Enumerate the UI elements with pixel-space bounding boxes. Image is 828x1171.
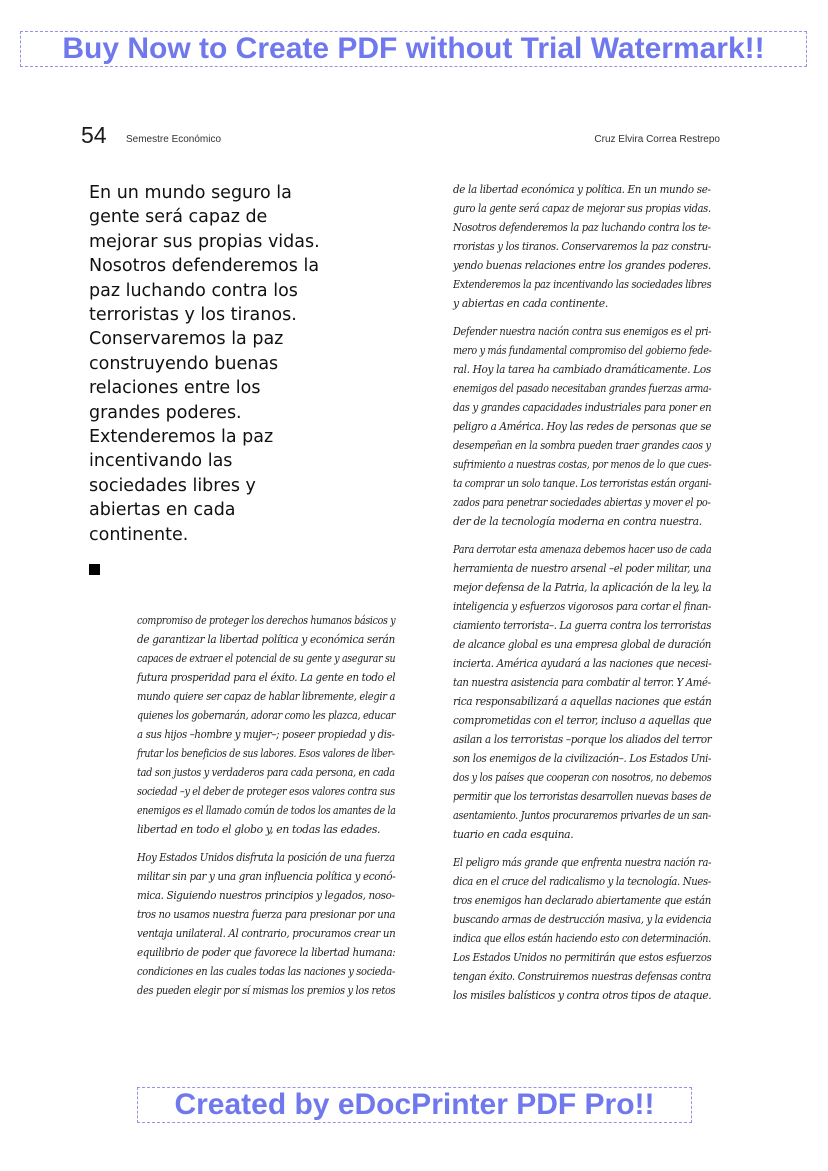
text-line: quienes los gobernarán, adorar como les plazca, educar bbox=[137, 709, 396, 722]
text-line: son los enemigos de la civilización–. Los Estados Uni- bbox=[453, 752, 712, 765]
body-paragraph bbox=[453, 180, 711, 313]
text-line: y abiertas en cada continente. bbox=[453, 297, 608, 310]
text-line: buscando armas de destrucción masiva, y la evidencia bbox=[453, 913, 712, 926]
text-line: de garantizar la libertad política y económica serán bbox=[137, 633, 395, 646]
text-line: ventaja unilateral. Al contrario, procuramos crear un bbox=[137, 927, 396, 940]
text-line: Hoy Estados Unidos disfruta la posición de una fuerza bbox=[137, 851, 395, 864]
text-line: tros no usamos nuestra fuerza para presionar por una bbox=[137, 908, 396, 921]
body-paragraph bbox=[137, 848, 395, 1000]
text-line: tros enemigos han declarado abiertamente que están bbox=[453, 894, 711, 907]
text-line: Extenderemos la paz incentivando las sociedades libres bbox=[453, 278, 712, 291]
pull-quote-line: gente será capaz de bbox=[89, 207, 268, 228]
pull-quote-line: Nosotros defenderemos la bbox=[89, 256, 320, 277]
text-line: das y grandes capacidades industriales para poner en bbox=[453, 401, 712, 414]
text-line: condiciones en las cuales todas las naciones y socieda- bbox=[137, 965, 395, 978]
text-line: tad son justos y verdaderos para cada persona, en cada bbox=[137, 766, 395, 779]
body-paragraph bbox=[453, 322, 711, 531]
text-line: mundo quiere ser capaz de hablar libremente, elegir a bbox=[137, 690, 396, 703]
text-line: asilan a los terroristas –porque los aliados del terror bbox=[453, 733, 712, 746]
pull-quote-line: relaciones entre los bbox=[89, 378, 261, 399]
pull-quote bbox=[89, 181, 379, 547]
text-line: Nosotros defenderemos la paz luchando contra los te- bbox=[453, 221, 711, 234]
text-line: des pueden elegir por sí mismas los premios y los retos bbox=[137, 984, 396, 997]
text-line: El peligro más grande que enfrenta nuestra nación ra- bbox=[453, 856, 712, 869]
text-line: Defender nuestra nación contra sus enemigos es el pri- bbox=[453, 325, 712, 338]
body-paragraph bbox=[453, 853, 711, 1005]
text-line: guro la gente será capaz de mejorar sus propias vidas. bbox=[453, 202, 711, 215]
pull-quote-line: En un mundo seguro la bbox=[89, 183, 292, 203]
pull-quote-line: Extenderemos la paz bbox=[89, 427, 274, 448]
text-line: tan nuestra asistencia para combatir al terror. Y Amé- bbox=[453, 676, 711, 689]
text-line: a sus hijos –hombre y mujer–; poseer propiedad y dis- bbox=[137, 728, 395, 741]
text-line: dos y los países que cooperan con nosotros, no debemos bbox=[453, 771, 712, 784]
pull-quote-line: incentivando las bbox=[89, 451, 233, 472]
text-line: Los Estados Unidos no permitirán que estos esfuerzos bbox=[453, 951, 712, 964]
right-body-column bbox=[453, 180, 711, 1014]
text-line: tuario en cada esquina. bbox=[453, 828, 574, 841]
text-line: futura prosperidad para el éxito. La gente en todo el bbox=[137, 671, 396, 684]
text-line: ciamiento terrorista–. La guerra contra los terroristas bbox=[453, 619, 712, 632]
text-line: incierta. América ayudará a las naciones que necesi- bbox=[453, 657, 712, 670]
text-line: ral. Hoy la tarea ha cambiado dramáticamente. Los bbox=[453, 363, 711, 376]
text-line: peligro a América. Hoy las redes de personas que se bbox=[453, 420, 712, 433]
text-line: desempeñan en la sombra pueden traer grandes caos y bbox=[453, 439, 711, 452]
pull-quote-line: sociedades libres y bbox=[89, 475, 256, 496]
text-line: indica que ellos están haciendo esto con determinación. bbox=[453, 932, 711, 945]
text-line: de la libertad económica y política. En un mundo se- bbox=[453, 183, 711, 196]
text-line: rica responsabilizará a aquellas naciones que están bbox=[453, 695, 712, 708]
pull-quote-line: construyendo buenas bbox=[89, 353, 279, 374]
trial-watermark-bottom: Created by eDocPrinter PDF Pro!! bbox=[137, 1087, 692, 1123]
text-line: mica. Siguiendo nuestros principios y legados, noso- bbox=[137, 889, 395, 902]
pull-quote-line: grandes poderes. bbox=[89, 402, 242, 423]
text-line: Para derrotar esta amenaza debemos hacer uso de cada bbox=[453, 543, 712, 556]
text-line: inteligencia y esfuerzos vigorosos para cortar el finan- bbox=[453, 600, 712, 613]
pull-quote-line: Conservaremos la paz bbox=[89, 329, 284, 350]
text-line: sociedad –y el deber de proteger esos valores contra sus bbox=[137, 785, 395, 798]
text-line: compromiso de proteger los derechos humanos básicos y bbox=[137, 614, 396, 627]
section-end-marker bbox=[89, 564, 100, 575]
text-line: frutar los beneficios de sus labores. Esos valores de liber- bbox=[137, 747, 395, 760]
pull-quote-line: paz luchando contra los bbox=[89, 280, 298, 301]
pull-quote-line: continente. bbox=[89, 524, 189, 545]
text-line: libertad en todo el globo y, en todas las edades. bbox=[137, 823, 381, 836]
body-paragraph bbox=[137, 611, 395, 839]
page-number: 54 bbox=[81, 122, 107, 148]
pull-quote-line: abiertas en cada bbox=[89, 500, 236, 521]
text-line: ta comprar un solo tanque. Los terroristas están organi- bbox=[453, 477, 712, 490]
text-line: zados para penetrar sociedades abiertas y mover el po- bbox=[453, 496, 711, 509]
text-line: militar sin par y una gran influencia política y econó- bbox=[137, 870, 396, 883]
text-line: rroristas y los tiranos. Conservaremos la paz constru- bbox=[453, 240, 712, 253]
running-header-author: Cruz Elvira Correa Restrepo bbox=[594, 134, 720, 145]
pull-quote-line: mejorar sus propias vidas. bbox=[89, 231, 320, 252]
text-line: mero y más fundamental compromiso del gobierno fede- bbox=[453, 344, 712, 357]
running-header-journal: Semestre Económico bbox=[126, 134, 222, 145]
text-line: equilibrio de poder que favorece la libertad humana: bbox=[137, 946, 396, 959]
body-paragraph bbox=[453, 540, 711, 844]
text-line: asentamiento. Juntos procuraremos privarles de un san- bbox=[453, 809, 712, 822]
text-line: herramienta de nuestro arsenal –el poder militar, una bbox=[453, 562, 712, 575]
text-line: yendo buenas relaciones entre los grandes poderes. bbox=[453, 259, 711, 272]
text-line: dica en el cruce del radicalismo y la tecnología. Nues- bbox=[453, 875, 711, 888]
trial-watermark-top: Buy Now to Create PDF without Trial Watermark!! bbox=[20, 31, 807, 67]
text-line: capaces de extraer el potencial de su gente y asegurar su bbox=[137, 652, 396, 665]
pull-quote-line: terroristas y los tiranos. bbox=[89, 305, 297, 326]
text-line: permitir que los terroristas desarrollen nuevas bases de bbox=[453, 790, 712, 803]
text-line: der de la tecnología moderna en contra nuestra. bbox=[453, 515, 702, 528]
text-line: sufrimiento a nuestras costas, por menos de lo que cues- bbox=[453, 458, 712, 471]
text-line: comprometidas con el terror, incluso a aquellas que bbox=[453, 714, 712, 727]
text-line: de alcance global es una empresa global de duración bbox=[453, 638, 712, 651]
text-line: enemigos del pasado necesitaban grandes fuerzas arma- bbox=[453, 382, 712, 395]
text-line: los misiles balísticos y contra otros tipos de ataque. bbox=[453, 989, 712, 1002]
left-body-column bbox=[137, 611, 395, 1009]
text-line: tengan éxito. Construiremos nuestras defensas contra bbox=[453, 970, 711, 983]
text-line: enemigos es el llamado común de todos los amantes de la bbox=[137, 804, 396, 817]
text-line: mejor defensa de la Patria, la aplicación de la ley, la bbox=[453, 581, 712, 594]
